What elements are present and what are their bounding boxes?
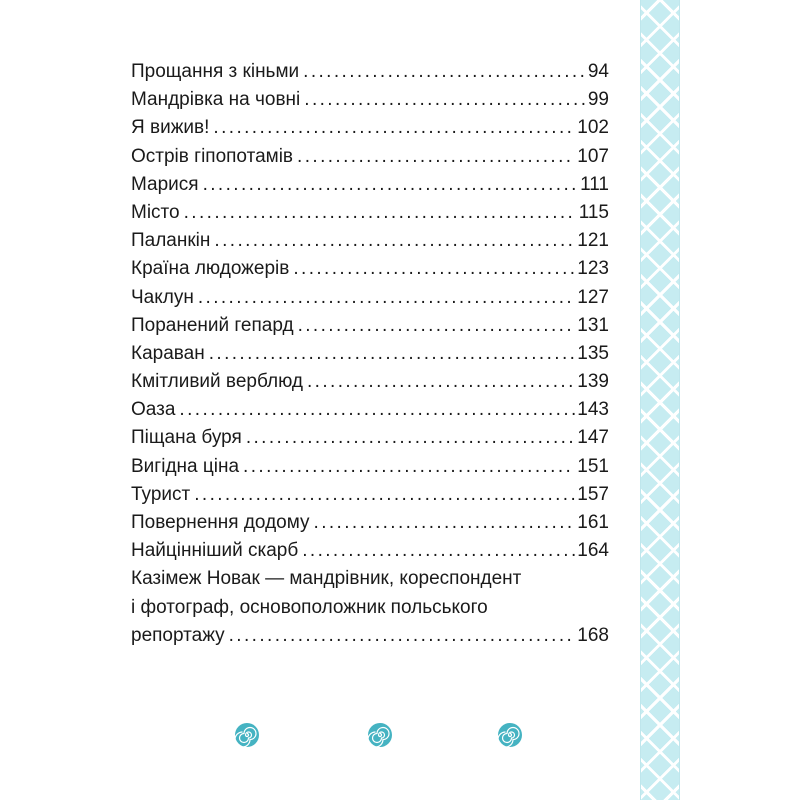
toc-entry <box>131 287 609 315</box>
dot-leader <box>214 230 575 252</box>
toc-entry-page-number: 127 <box>577 286 609 308</box>
toc-entry-page-number: 151 <box>577 455 609 477</box>
dot-leader <box>304 89 586 111</box>
dot-leader <box>302 540 575 562</box>
toc-entry-title: Повернення додому <box>131 512 310 533</box>
toc-entry-page-number: 131 <box>577 314 609 336</box>
toc-entry-author-line-1 <box>131 568 609 596</box>
dot-leader <box>194 484 575 506</box>
toc-entry-page-number: 147 <box>577 427 609 449</box>
toc-entry-page-number: 123 <box>577 258 609 280</box>
footer-ornaments <box>0 722 800 748</box>
toc-entry-page-number: 157 <box>577 483 609 505</box>
toc-entry <box>131 427 609 455</box>
toc-entry-title: Казімеж Новак — мандрівник, кореспондент <box>131 568 522 590</box>
toc-entry-page-number: 161 <box>577 512 609 533</box>
dot-leader <box>293 258 575 280</box>
toc-entry-title: Поранений гепард <box>131 314 294 336</box>
toc-entry <box>131 117 609 145</box>
toc-entry-title: Турист <box>131 483 191 505</box>
toc-entry <box>131 484 609 512</box>
toc-entry <box>131 61 609 89</box>
table-of-contents <box>131 61 609 653</box>
toc-entry-page-number: 107 <box>577 145 609 167</box>
toc-entry-title: Вигідна ціна <box>131 455 240 477</box>
toc-entry <box>131 146 609 174</box>
toc-entry-page-number: 168 <box>577 624 609 646</box>
dot-leader <box>243 456 575 478</box>
dot-leader <box>184 202 577 224</box>
toc-entry-title: і фотограф, основоположник польського <box>131 596 488 618</box>
toc-entry <box>131 174 609 202</box>
toc-entry <box>131 399 609 427</box>
toc-entry <box>131 89 609 117</box>
dot-leader <box>303 61 586 83</box>
toc-entry <box>131 343 609 371</box>
toc-entry-title: Марися <box>131 173 199 195</box>
toc-entry-title: Паланкін <box>131 230 211 252</box>
toc-entry-author-line-2 <box>131 597 609 625</box>
toc-entries <box>131 61 609 568</box>
spiral-icon <box>497 722 523 748</box>
dot-leader <box>179 399 575 421</box>
toc-entry-title: Оаза <box>131 399 176 421</box>
toc-entry <box>131 512 609 540</box>
spiral-icon <box>234 722 260 748</box>
toc-entry-title: Прощання з кіньми <box>131 61 300 82</box>
toc-entry-title: Найцінніший скарб <box>131 540 299 562</box>
toc-entry-page-number: 143 <box>577 399 609 421</box>
toc-entry <box>131 456 609 484</box>
dot-leader <box>246 427 575 449</box>
dot-leader <box>229 625 576 647</box>
dot-leader <box>198 287 575 309</box>
toc-entry-title: Кмітливий верблюд <box>131 371 303 393</box>
dot-leader <box>307 371 575 393</box>
toc-entry-author-line-3 <box>131 625 609 653</box>
toc-entry-page-number: 135 <box>577 342 609 364</box>
toc-entry-page-number: 111 <box>580 173 609 195</box>
spiral-icon <box>367 722 393 748</box>
toc-entry <box>131 230 609 258</box>
dot-leader <box>297 146 575 168</box>
dot-leader <box>298 315 576 337</box>
dot-leader <box>314 512 576 534</box>
toc-entry-page-number: 94 <box>587 61 609 82</box>
toc-entry-title: Острів гіпопотамів <box>131 145 294 167</box>
dot-leader <box>209 343 576 365</box>
toc-entry-title: Мандрівка на човні <box>131 89 301 111</box>
toc-entry-title: репортажу <box>131 624 225 646</box>
toc-entry-page-number: 99 <box>587 89 609 111</box>
decorative-border-strip <box>640 0 680 800</box>
toc-entry-page-number: 139 <box>577 371 609 393</box>
toc-entry-title: Місто <box>131 201 180 223</box>
toc-entry-title: Караван <box>131 342 205 364</box>
toc-entry <box>131 540 609 568</box>
toc-entry <box>131 315 609 343</box>
toc-entry-page-number: 121 <box>577 230 609 252</box>
toc-entry-title: Чаклун <box>131 286 194 308</box>
toc-entry <box>131 371 609 399</box>
toc-entry <box>131 258 609 286</box>
toc-entry-title: Країна людожерів <box>131 258 290 280</box>
dot-leader <box>203 174 579 196</box>
toc-entry <box>131 202 609 230</box>
toc-entry-page-number: 164 <box>577 540 609 562</box>
toc-entry-title: Я вижив! <box>131 117 210 139</box>
toc-entry-page-number: 102 <box>577 117 609 139</box>
toc-entry-title: Піщана буря <box>131 427 242 449</box>
toc-entry-page-number: 115 <box>578 201 609 223</box>
dot-leader <box>213 117 575 139</box>
